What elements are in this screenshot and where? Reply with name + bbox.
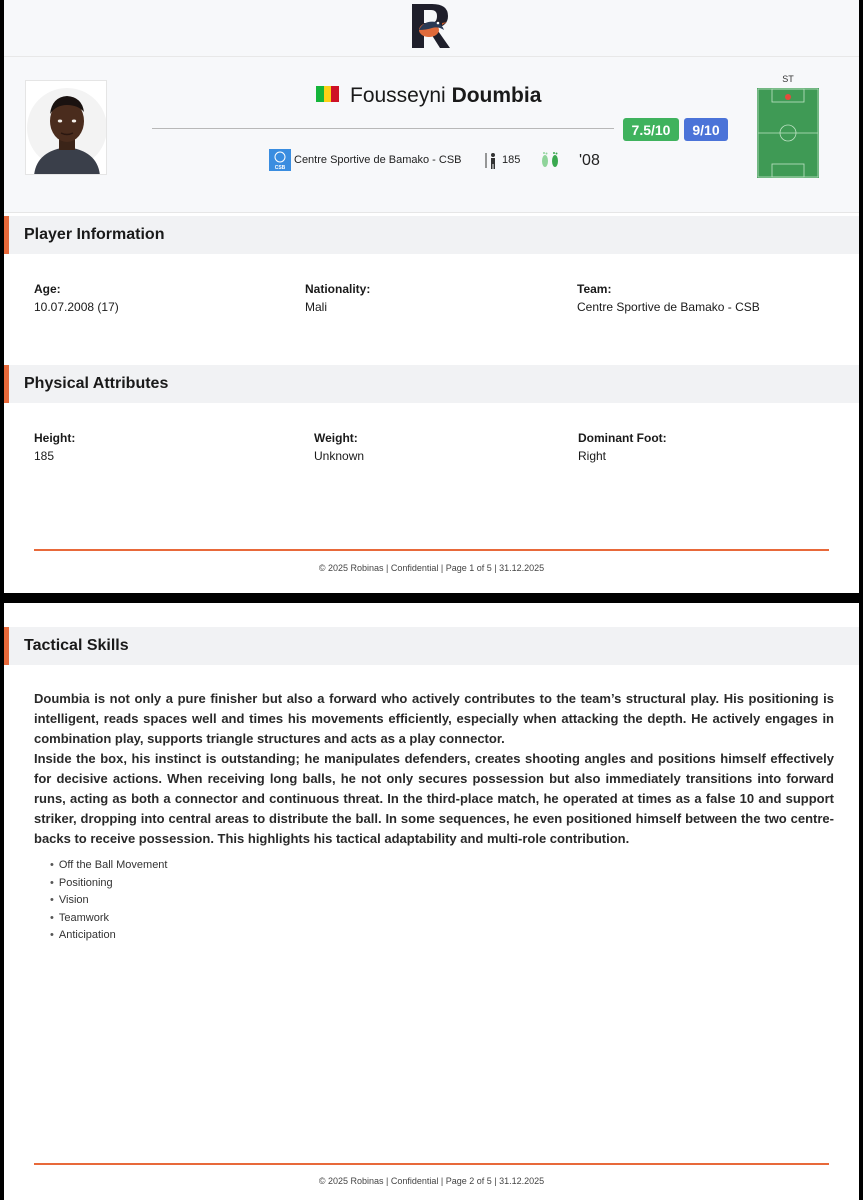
position-pitch-icon <box>757 88 819 178</box>
player-avatar <box>25 80 107 175</box>
foot-value: Right <box>578 449 607 463</box>
position-marker <box>785 94 791 100</box>
name-divider <box>152 128 614 129</box>
birth-year: '08 <box>579 152 600 169</box>
skills-list <box>50 857 167 945</box>
footer-divider <box>34 549 829 551</box>
report-page-1 <box>4 0 859 593</box>
footer-divider <box>34 1163 829 1165</box>
position-label: ST <box>782 74 794 84</box>
flag-stripe-red <box>331 86 339 102</box>
player-header <box>4 0 859 212</box>
header-bottom-line <box>4 212 859 213</box>
age-value: 10.07.2008 (17) <box>34 300 119 314</box>
player-last-name: Doumbia <box>451 84 542 107</box>
weight-value: Unknown <box>314 449 365 463</box>
header-separator <box>4 56 859 57</box>
list-item: • Vision <box>50 892 167 910</box>
report-page-2 <box>4 603 859 1200</box>
flag-stripe-yellow <box>324 86 332 102</box>
nationality-label: Nationality: <box>305 282 371 296</box>
tactical-section-header <box>4 627 859 665</box>
current-rating-badge: 7.5/10 <box>623 118 679 141</box>
height-value: 185 <box>34 449 55 463</box>
list-item: • Teamwork <box>50 910 167 928</box>
tactical-description <box>34 689 834 849</box>
weight-field <box>314 431 364 463</box>
footer-text: © 2025 Robinas | Confidential | Page 1 of 5 | 31.12.2025 <box>318 563 545 573</box>
mali-flag-icon <box>316 86 339 102</box>
flag-stripe-green <box>316 86 324 102</box>
tactical-paragraph-2: Inside the box, his instinct is outstanding; he manipulates defenders, creates shooting angles and positions himself effectively for decisive actions. When receiving long balls, he not only secures possession but also immediately transitions into forward runs, acting as both a connector and continuous threat. In the third-place match, he operated at times as a false 10 and support striker, dropping into central areas to distribute the ball. In some sequences, he even positioned himself between the two centre-backs to receive possession. This highlights his tactical adaptability and multi-role contribution. <box>34 751 834 846</box>
foot-field <box>578 431 667 463</box>
player-info-title: Player Information <box>24 226 165 243</box>
list-item: • Off the Ball Movement <box>50 857 167 875</box>
club-crest-text: CSB <box>274 165 286 171</box>
team-value: Centre Sportive de Bamako - CSB <box>577 300 760 314</box>
height-icon <box>484 152 498 169</box>
robinas-logo-icon <box>402 0 460 52</box>
header-height: 185 <box>502 154 521 166</box>
age-field <box>34 282 119 314</box>
nationality-value: Mali <box>305 300 328 314</box>
player-name <box>350 84 541 108</box>
physical-title: Physical Attributes <box>24 375 169 392</box>
club-crest-icon <box>269 149 291 171</box>
potential-rating-badge: 9/10 <box>684 118 728 141</box>
nationality-field <box>305 282 370 314</box>
height-label: Height: <box>34 431 76 445</box>
list-item: • Anticipation <box>50 927 167 945</box>
height-field <box>34 431 75 463</box>
physical-section-header <box>4 365 859 403</box>
footprints-icon <box>539 150 561 170</box>
player-first-name: Fousseyni <box>350 84 446 107</box>
tactical-paragraph-1: Doumbia is not only a pure finisher but also a forward who actively contributes to the team’s structural play. His positioning is intelligent, reads spaces well and times his movements efficiently, especially when attacking the depth. He actively engages in combination play, supports triangle structures and acts as a play connector. <box>34 691 834 746</box>
footer-text: © 2025 Robinas | Confidential | Page 2 of 5 | 31.12.2025 <box>318 1176 545 1186</box>
player-info-section-header <box>4 216 859 254</box>
foot-label: Dominant Foot: <box>578 431 667 445</box>
team-field <box>577 282 760 314</box>
tactical-title: Tactical Skills <box>24 637 129 654</box>
weight-label: Weight: <box>314 431 358 445</box>
age-label: Age: <box>34 282 61 296</box>
club-name: Centre Sportive de Bamako - CSB <box>294 154 462 166</box>
list-item: • Positioning <box>50 875 167 893</box>
team-label: Team: <box>577 282 612 296</box>
